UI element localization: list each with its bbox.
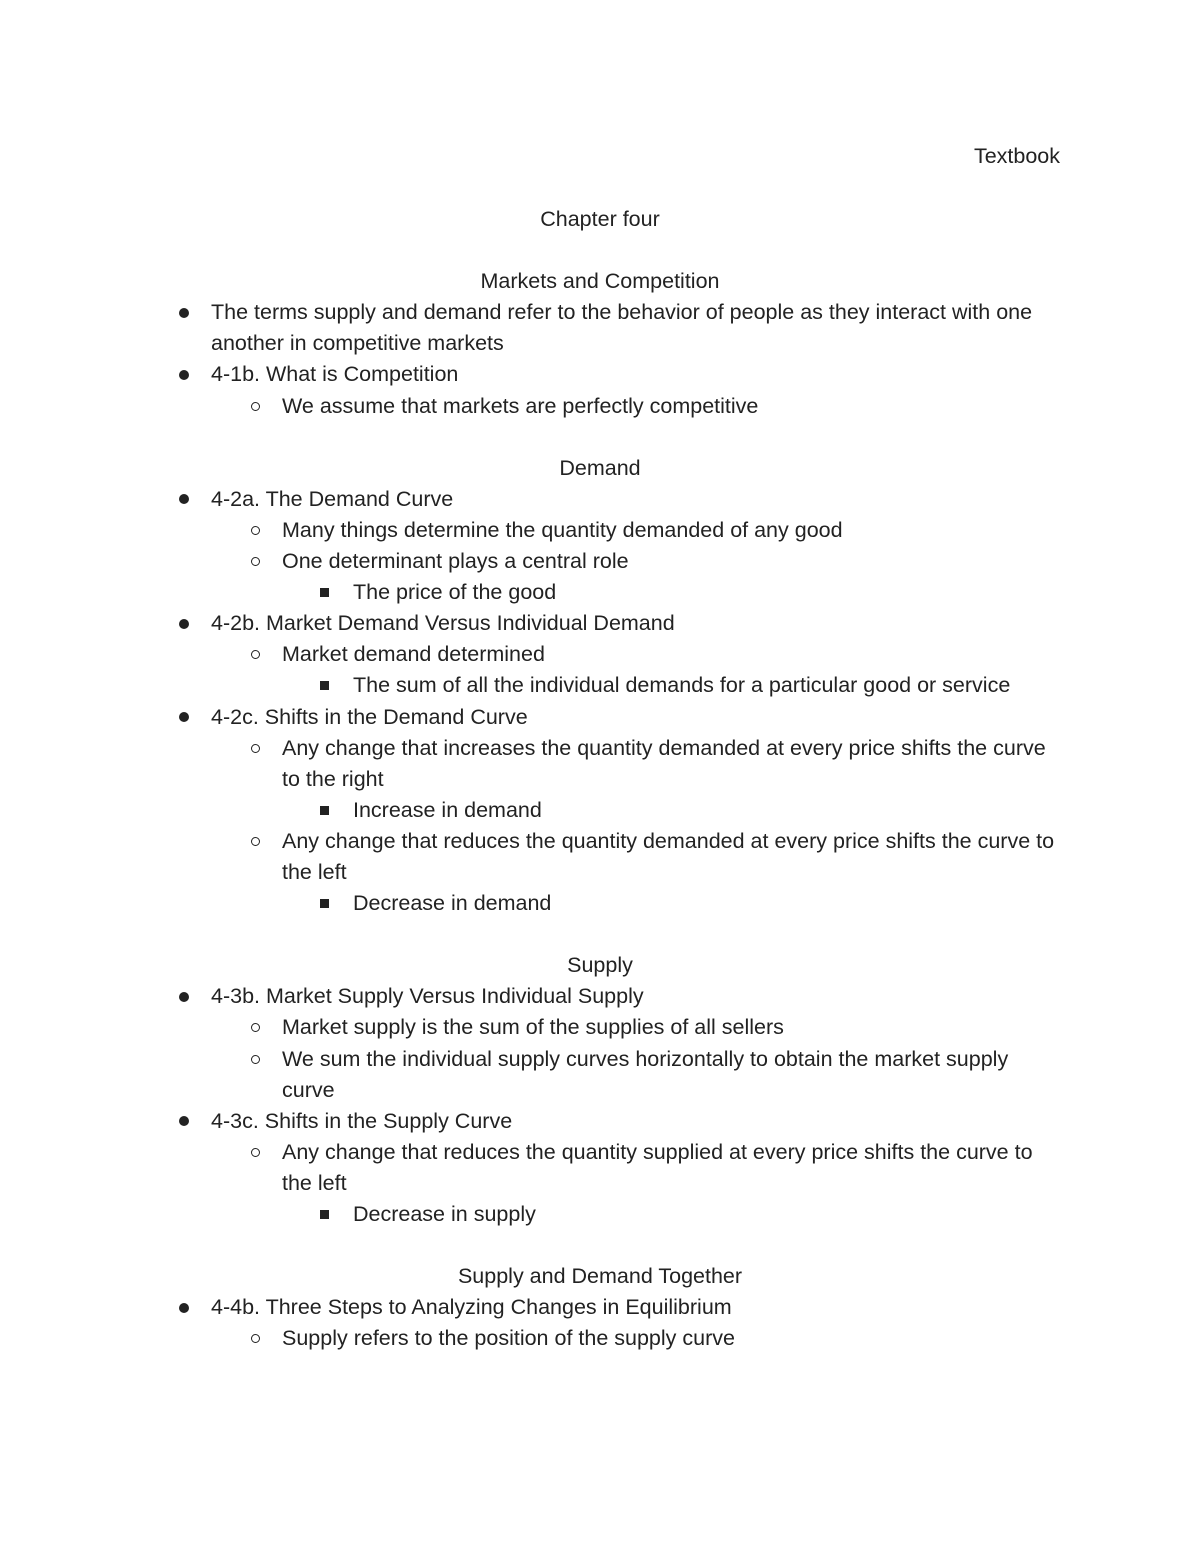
- list-item-level-1: [0, 1106, 1200, 1137]
- list-item-text: Any change that reduces the quantity demanded at every price shifts the curve to the left: [282, 828, 1055, 884]
- blank-line: [0, 422, 1200, 453]
- section-heading: Markets and Competition: [480, 269, 720, 294]
- list-item-level-1: [0, 981, 1200, 1012]
- list-item-level-1: [0, 702, 1200, 733]
- section-heading: Supply: [567, 953, 633, 978]
- list-item-level-2: [0, 1323, 1200, 1354]
- list-item-level-2: [0, 1044, 1200, 1106]
- list-item-level-1: [0, 484, 1200, 515]
- section-heading: Supply and Demand Together: [457, 1264, 743, 1289]
- bullet-circle-icon: [247, 1323, 263, 1354]
- bullet-square-icon: [316, 888, 332, 919]
- bullet-square-icon: [316, 1199, 332, 1230]
- list-item-text: The terms supply and demand refer to the behavior of people as they interact with one another in competitive markets: [211, 300, 1033, 356]
- list-item-level-1: [0, 608, 1200, 639]
- bullet-square-icon: [316, 795, 332, 826]
- list-item-level-3: [0, 1199, 1200, 1230]
- list-item-level-3: [0, 670, 1200, 701]
- list-item-level-2: [0, 515, 1200, 546]
- list-item-level-2: [0, 546, 1200, 577]
- list-item-text: 4-2b. Market Demand Versus Individual Demand: [211, 611, 675, 636]
- list-item-text: Market supply is the sum of the supplies of all sellers: [282, 1015, 784, 1040]
- list-item-level-1: [0, 1292, 1200, 1323]
- list-item-level-3: [0, 888, 1200, 919]
- bullet-circle-icon: [247, 1012, 263, 1043]
- list-item-text: Any change that increases the quantity demanded at every price shifts the curve to the right: [282, 735, 1046, 791]
- bullet-circle-icon: [247, 546, 263, 577]
- list-item-level-2: [0, 826, 1200, 888]
- list-item-text: Many things determine the quantity demanded of any good: [282, 517, 843, 542]
- list-item-text: Supply refers to the position of the supply curve: [282, 1326, 735, 1351]
- list-item-text: Decrease in supply: [353, 1202, 536, 1226]
- bullet-circle-icon: [247, 639, 263, 670]
- bullet-disc-icon: [176, 297, 192, 328]
- list-item-level-2: [0, 639, 1200, 670]
- bullet-square-icon: [316, 670, 332, 701]
- bullet-circle-icon: [247, 1137, 263, 1168]
- bullet-circle-icon: [247, 1044, 263, 1075]
- list-item-level-2: [0, 1012, 1200, 1043]
- bullet-circle-icon: [247, 733, 263, 764]
- list-item-text: We assume that markets are perfectly competitive: [282, 393, 759, 418]
- list-item-text: Decrease in demand: [353, 891, 552, 916]
- bullet-circle-icon: [247, 391, 263, 422]
- list-item-text: Increase in demand: [353, 797, 542, 822]
- list-item-text: 4-4b. Three Steps to Analyzing Changes in Equilibrium: [211, 1295, 732, 1320]
- bullet-disc-icon: [176, 1292, 192, 1323]
- bullet-disc-icon: [176, 702, 192, 733]
- list-item-text: Any change that reduces the quantity supplied at every price shifts the curve to the left: [282, 1139, 1033, 1195]
- bullet-disc-icon: [176, 484, 192, 515]
- section-heading: Chapter four: [540, 207, 660, 231]
- bullet-circle-icon: [247, 515, 263, 546]
- list-item-text: 4-2a. The Demand Curve: [211, 486, 454, 511]
- bullet-disc-icon: [176, 1106, 192, 1137]
- list-item-text: 4-1b. What is Competition: [211, 362, 459, 387]
- list-item-level-1: [0, 359, 1200, 390]
- bullet-disc-icon: [176, 608, 192, 639]
- notes-content: [0, 204, 1200, 1354]
- list-item-text: The sum of all the individual demands for a particular good or service: [353, 673, 1011, 698]
- list-item-level-3: [0, 795, 1200, 826]
- list-item-level-1: [0, 297, 1200, 359]
- blank-line: [0, 1230, 1200, 1261]
- list-item-text: 4-3b. Market Supply Versus Individual Supply: [211, 984, 644, 1009]
- list-item-text: We sum the individual supply curves horizontally to obtain the market supply curve: [282, 1046, 1009, 1102]
- bullet-circle-icon: [247, 826, 263, 857]
- bullet-disc-icon: [176, 359, 192, 390]
- section-heading: Demand: [559, 455, 641, 480]
- list-item-text: Market demand determined: [282, 642, 545, 667]
- list-item-text: 4-3c. Shifts in the Supply Curve: [211, 1108, 513, 1133]
- list-item-text: One determinant plays a central role: [282, 549, 629, 574]
- blank-line: [0, 919, 1200, 950]
- list-item-level-2: [0, 733, 1200, 795]
- list-item-level-2: [0, 1137, 1200, 1199]
- list-item-text: 4-2c. Shifts in the Demand Curve: [211, 704, 528, 729]
- document-label: Textbook: [973, 144, 1060, 168]
- list-item-text: The price of the good: [353, 580, 557, 605]
- bullet-square-icon: [316, 577, 332, 608]
- list-item-level-3: [0, 577, 1200, 608]
- bullet-disc-icon: [176, 981, 192, 1012]
- blank-line: [0, 235, 1200, 266]
- list-item-level-2: [0, 391, 1200, 422]
